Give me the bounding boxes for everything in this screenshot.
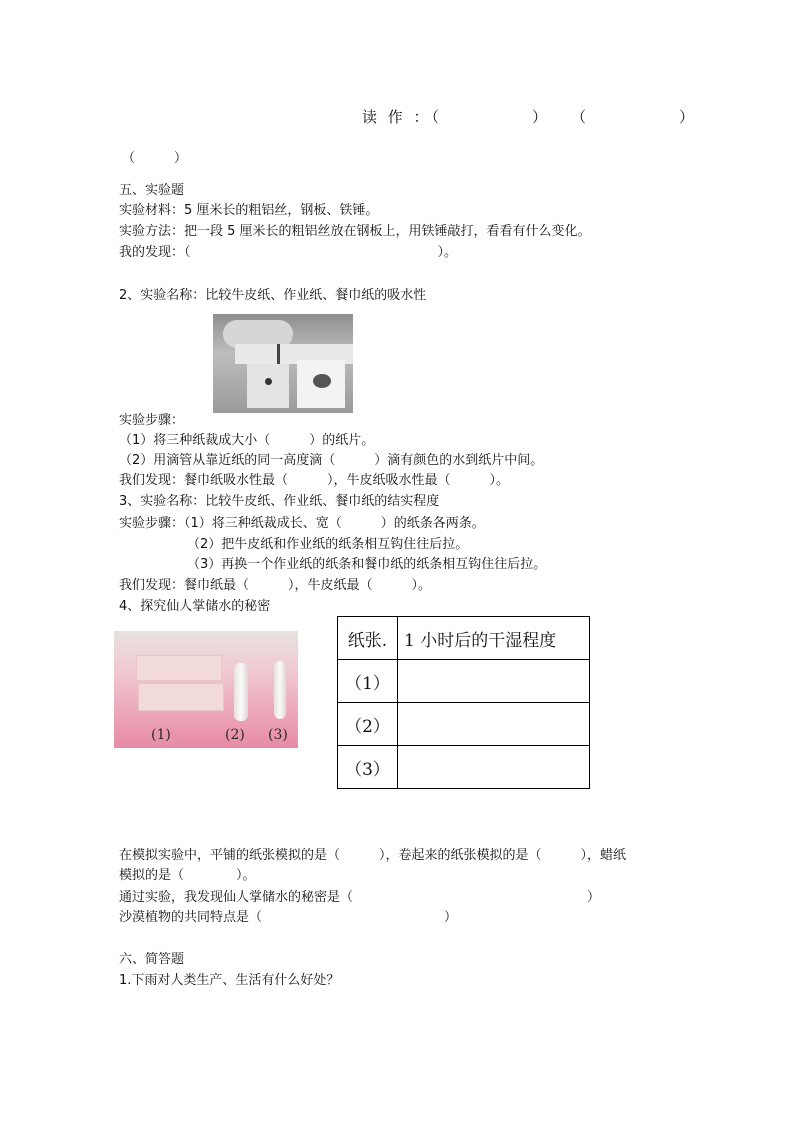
exp3-step1: 实验步骤：（1）将三种纸裁成长、宽（ ）的纸条各两条。 bbox=[119, 516, 485, 531]
absorption-experiment-photo bbox=[213, 314, 353, 413]
table-header-paper: 纸张. bbox=[338, 617, 398, 660]
table-cell: （3） bbox=[338, 746, 398, 789]
question-1: 1.下雨对人类生产、生活有什么好处？ bbox=[119, 973, 340, 988]
table-cell: （1） bbox=[338, 660, 398, 703]
wax-paper-roll bbox=[274, 661, 286, 719]
blank-parentheses: （ ） bbox=[122, 151, 188, 166]
cactus-secret-line: 通过实验，我发现仙人掌储水的秘密是（ ） bbox=[119, 890, 601, 905]
table-cell: （2） bbox=[338, 703, 398, 746]
table-answer-cell[interactable] bbox=[398, 660, 590, 703]
exp3-name: 3、实验名称：比较牛皮纸、作业纸、餐巾纸的结实程度 bbox=[119, 494, 440, 509]
exp3-step2: （2）把牛皮纸和作业纸的纸条相互钩住往后拉。 bbox=[187, 537, 469, 552]
table-header-row bbox=[338, 617, 590, 660]
exp2-steps-label: 实验步骤： bbox=[119, 413, 185, 428]
exp4-title: 4、探究仙人掌储水的秘密 bbox=[119, 599, 271, 614]
exp2-finding: 我们发现：餐巾纸吸水性最（ ），牛皮纸吸水性最（ ）。 bbox=[119, 473, 510, 488]
exp2-name: 2、实验名称：比较牛皮纸、作业纸、餐巾纸的吸水性 bbox=[119, 288, 427, 303]
photo-label-1: (1) bbox=[151, 727, 171, 743]
paper-sample-a bbox=[247, 364, 289, 408]
table-header-dryness: 1 小时后的干湿程度 bbox=[398, 617, 590, 660]
materials-line: 实验材料：5 厘米长的粗铝丝，钢板、铁锤。 bbox=[119, 203, 379, 218]
exp3-finding: 我们发现：餐巾纸最（ ），牛皮纸最（ ）。 bbox=[119, 578, 432, 593]
table-row bbox=[338, 746, 590, 789]
exp2-step1: （1）将三种纸裁成大小（ ）的纸片。 bbox=[119, 433, 375, 448]
rolled-paper bbox=[234, 663, 248, 721]
simulation-line-1: 在模拟实验中，平铺的纸张模拟的是（ ），卷起来的纸张模拟的是（ ），蜡纸 bbox=[119, 848, 627, 863]
exp2-step2: （2）用滴管从靠近纸的同一高度滴（ ）滴有颜色的水到纸片中间。 bbox=[119, 453, 544, 468]
photo-label-2: (2) bbox=[225, 727, 245, 743]
table-row bbox=[338, 703, 590, 746]
table-row bbox=[338, 660, 590, 703]
flat-paper-sheet bbox=[138, 683, 224, 711]
section6-title: 六、简答题 bbox=[119, 952, 185, 967]
method-line: 实验方法：把一段 5 厘米长的粗铝丝放在钢板上，用铁锤敲打，看看有什么变化。 bbox=[119, 224, 591, 239]
table-answer-cell[interactable] bbox=[398, 703, 590, 746]
finding-line: 我的发现：（ ）。 bbox=[119, 245, 458, 260]
flat-paper-sheet bbox=[136, 655, 222, 681]
water-drop-a bbox=[265, 378, 272, 385]
photo-label-3: (3) bbox=[268, 727, 288, 743]
read-as-line: 读 作 ：（ ） （ ） bbox=[362, 108, 698, 126]
desert-plants-line: 沙漠植物的共同特点是（ ） bbox=[119, 910, 458, 925]
water-drop-b bbox=[313, 374, 331, 388]
table-answer-cell[interactable] bbox=[398, 746, 590, 789]
section5-title: 五、实验题 bbox=[119, 183, 185, 198]
exp3-step3: （3）再换一个作业纸的纸条和餐巾纸的纸条相互钩住往后拉。 bbox=[187, 557, 547, 572]
simulation-line-2: 模拟的是（ ）。 bbox=[119, 868, 256, 883]
dryness-table bbox=[337, 616, 590, 789]
cactus-simulation-photo bbox=[114, 631, 298, 748]
